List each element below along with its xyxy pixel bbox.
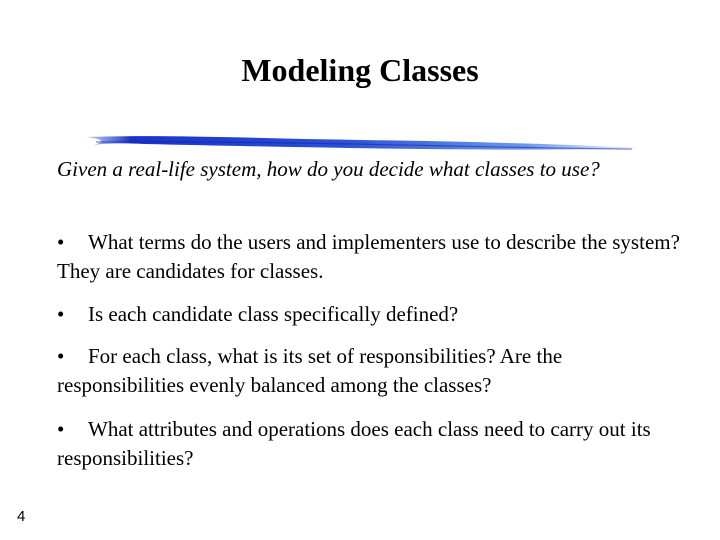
bullet-item (57, 415, 687, 473)
slide-title: Modeling Classes (241, 52, 479, 88)
intro-question: Given a real-life system, how do you decide what classes to use? (57, 157, 600, 181)
bullet-text: Is each candidate class specifically defined? (88, 302, 459, 326)
bullet-item (57, 300, 687, 329)
bullet-marker: • (57, 344, 65, 368)
bullet-item (57, 228, 687, 286)
bullet-marker: • (57, 230, 65, 254)
bullet-text: For each class, what is its set of responsibilities? Are the responsibilities evenly balanced among the classes? (57, 344, 563, 397)
page-number: 4 (17, 508, 26, 525)
bullet-item (57, 342, 687, 400)
bullet-text: What terms do the users and implementers use to describe the system? They are candidates for classes. (57, 230, 680, 283)
bullet-marker: • (57, 417, 65, 441)
bullet-marker: • (57, 302, 65, 326)
bullet-text: What attributes and operations does each class need to carry out its responsibilities? (57, 417, 651, 470)
